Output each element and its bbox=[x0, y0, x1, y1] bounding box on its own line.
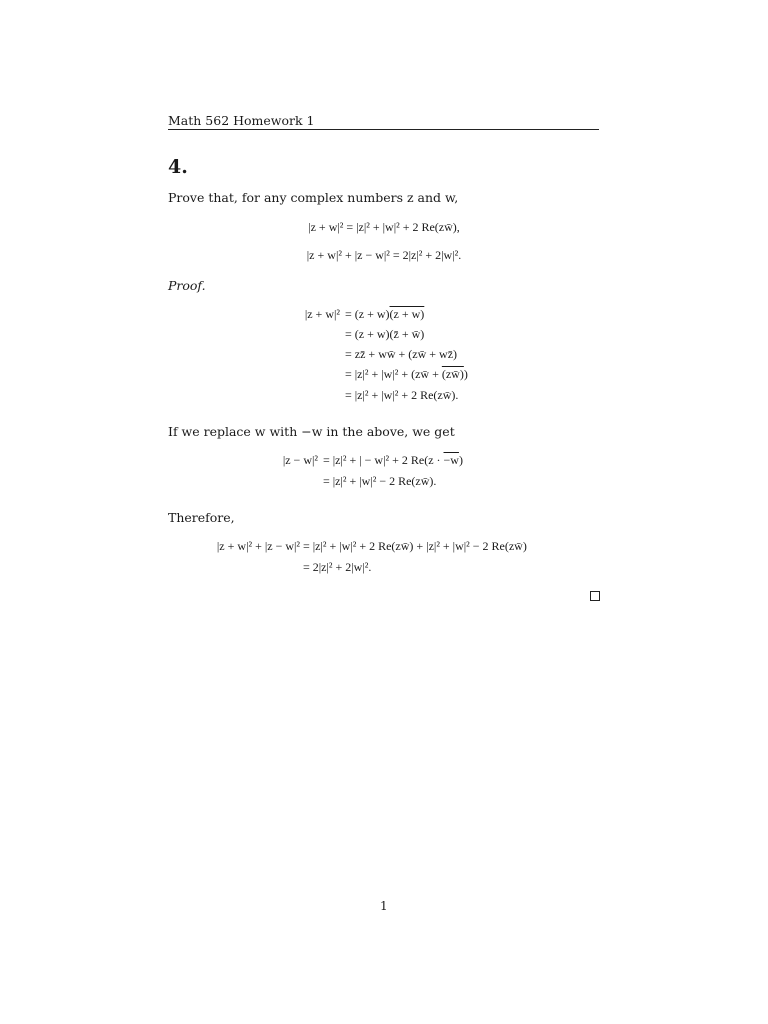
proof-line-4: = |z|² + |w|² + (zw̄ + (zw̄)) bbox=[345, 367, 468, 381]
therefore-line-2: = 2|z|² + 2|w|². bbox=[303, 560, 372, 574]
page-header-title: Math 562 Homework 1 bbox=[168, 113, 315, 128]
therefore-lhs: |z + w|² + |z − w|² bbox=[216, 539, 300, 553]
identity-1: |z + w|² = |z|² + |w|² + 2 Re(zw̄), bbox=[308, 220, 460, 234]
identity-2: |z + w|² + |z − w|² = 2|z|² + 2|w|². bbox=[306, 248, 462, 262]
problem-number: 4. bbox=[168, 156, 188, 178]
proof-label: Proof. bbox=[168, 278, 206, 293]
qed-square-icon bbox=[590, 591, 600, 601]
header-rule bbox=[168, 129, 599, 130]
therefore-sentence: Therefore, bbox=[168, 510, 235, 525]
replace-line-1: = |z|² + | − w|² + 2 Re(z · −w) bbox=[323, 453, 463, 467]
proof-line-3: = zz̄ + ww̄ + (zw̄ + wz̄) bbox=[345, 347, 458, 361]
replace-line-2: = |z|² + |w|² − 2 Re(zw̄). bbox=[323, 474, 437, 488]
proof-lhs: |z + w|² bbox=[304, 307, 340, 321]
page-number: 1 bbox=[380, 899, 388, 913]
problem-statement: Prove that, for any complex numbers z and w, bbox=[168, 190, 459, 205]
replace-sentence: If we replace w with −w in the above, we get bbox=[168, 424, 455, 439]
proof-line-5: = |z|² + |w|² + 2 Re(zw̄). bbox=[345, 388, 459, 402]
therefore-line-1: = |z|² + |w|² + 2 Re(zw̄) + |z|² + |w|² − 2 Re(zw̄) bbox=[303, 539, 527, 553]
proof-line-1: = (z + w)(z + w) bbox=[345, 307, 425, 321]
proof-line-2: = (z + w)(z̄ + w̄) bbox=[345, 327, 425, 341]
replace-lhs: |z − w|² bbox=[282, 453, 318, 467]
